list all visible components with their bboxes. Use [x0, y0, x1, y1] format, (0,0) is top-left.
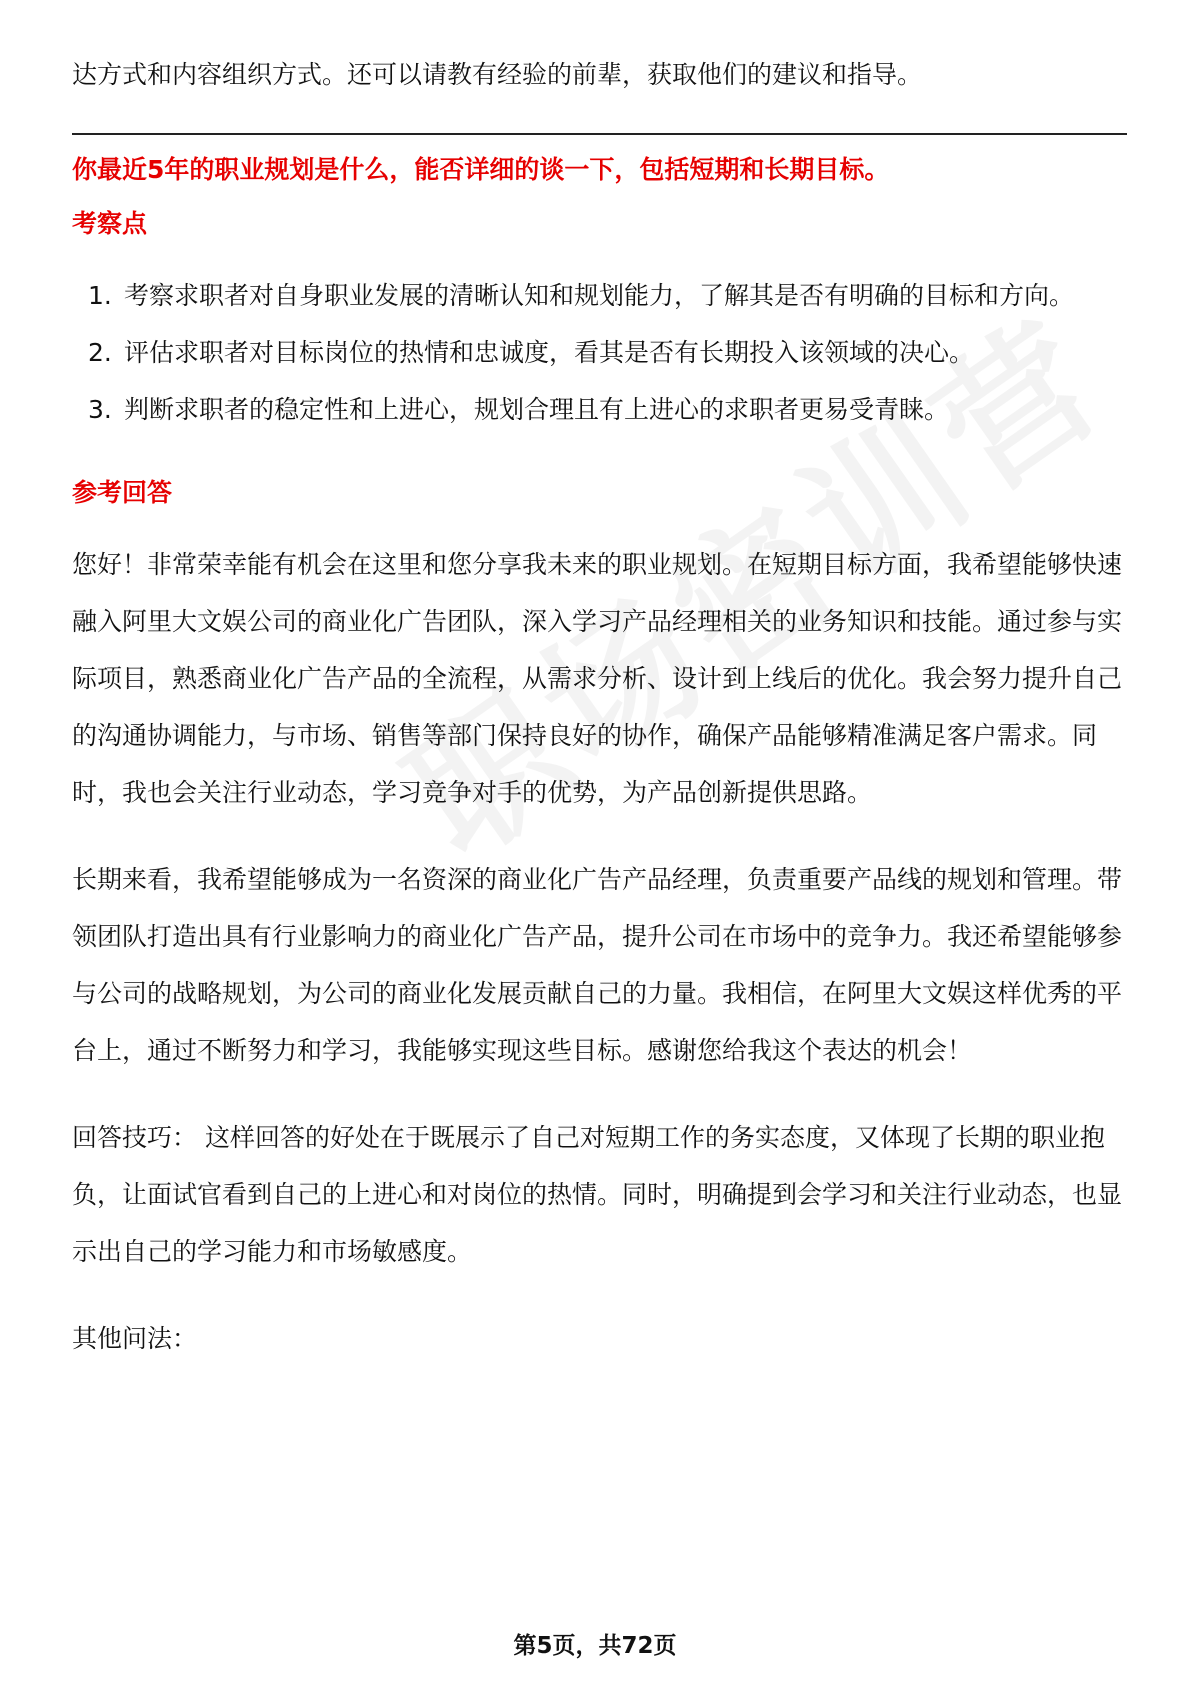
list-item — [72, 324, 1127, 381]
page-content — [72, 46, 1127, 1367]
spacer — [72, 1280, 1127, 1310]
inspection-points-list — [72, 267, 1127, 438]
answer-tips-paragraph: 回答技巧： 这样回答的好处在于既展示了自己对短期工作的务实态度，又体现了长期的职业抱负，让面试官看到自己的上进心和对岗位的热情。同时，明确提到会学习和关注行业动态，也显示出自己的学习能力和市场敏感度。 — [72, 1123, 1123, 1266]
list-item — [72, 267, 1127, 324]
list-item-number: 3. — [88, 395, 112, 424]
list-item-text: 考察求职者对自身职业发展的清晰认知和规划能力，了解其是否有明确的目标和方向。 — [124, 281, 1075, 310]
list-item-number: 1. — [88, 281, 112, 310]
spacer — [72, 1079, 1127, 1109]
other-asks-label: 其他问法： — [72, 1324, 198, 1353]
section-divider — [72, 133, 1127, 135]
reference-answer-heading: 参考回答 — [72, 478, 173, 507]
list-item-text: 判断求职者的稳定性和上进心，规划合理且有上进心的求职者更易受青睐。 — [124, 395, 950, 424]
page-number-footer: 第5页，共72页 — [513, 1633, 677, 1659]
answer-paragraph-long-term: 长期来看，我希望能够成为一名资深的商业化广告产品经理，负责重要产品线的规划和管理。带领团队打造出具有行业影响力的商业化广告产品，提升公司在市场中的竞争力。我还希望能够参与公司的战略规划，为公司的商业化发展贡献自己的力量。我相信，在阿里大文娱这样优秀的平台上，通过不断努力和学习，我能够实现这些目标。感谢您给我这个表达的机会！ — [72, 865, 1123, 1065]
spacer — [72, 438, 1127, 464]
list-item-number: 2. — [88, 338, 112, 367]
answer-paragraph-short-term: 您好！非常荣幸能有机会在这里和您分享我未来的职业规划。在短期目标方面，我希望能够快速融入阿里大文娱公司的商业化广告团队，深入学习产品经理相关的业务知识和技能。通过参与实际项目，熟悉商业化广告产品的全流程，从需求分析、设计到上线后的优化。我会努力提升自己的沟通协调能力，与市场、销售等部门保持良好的协作，确保产品能够精准满足客户需求。同时，我也会关注行业动态，学习竞争对手的优势，为产品创新提供思路。 — [72, 550, 1123, 807]
interview-question: 你最近5年的职业规划是什么，能否详细的谈一下，包括短期和长期目标。 — [72, 155, 890, 184]
list-item-text: 评估求职者对目标岗位的热情和忠诚度，看其是否有长期投入该领域的决心。 — [124, 338, 975, 367]
intro-paragraph-tail: 达方式和内容组织方式。还可以请教有经验的前辈，获取他们的建议和指导。 — [72, 60, 923, 89]
spacer — [72, 821, 1127, 851]
inspection-points-heading: 考察点 — [72, 209, 148, 238]
list-item — [72, 381, 1127, 438]
